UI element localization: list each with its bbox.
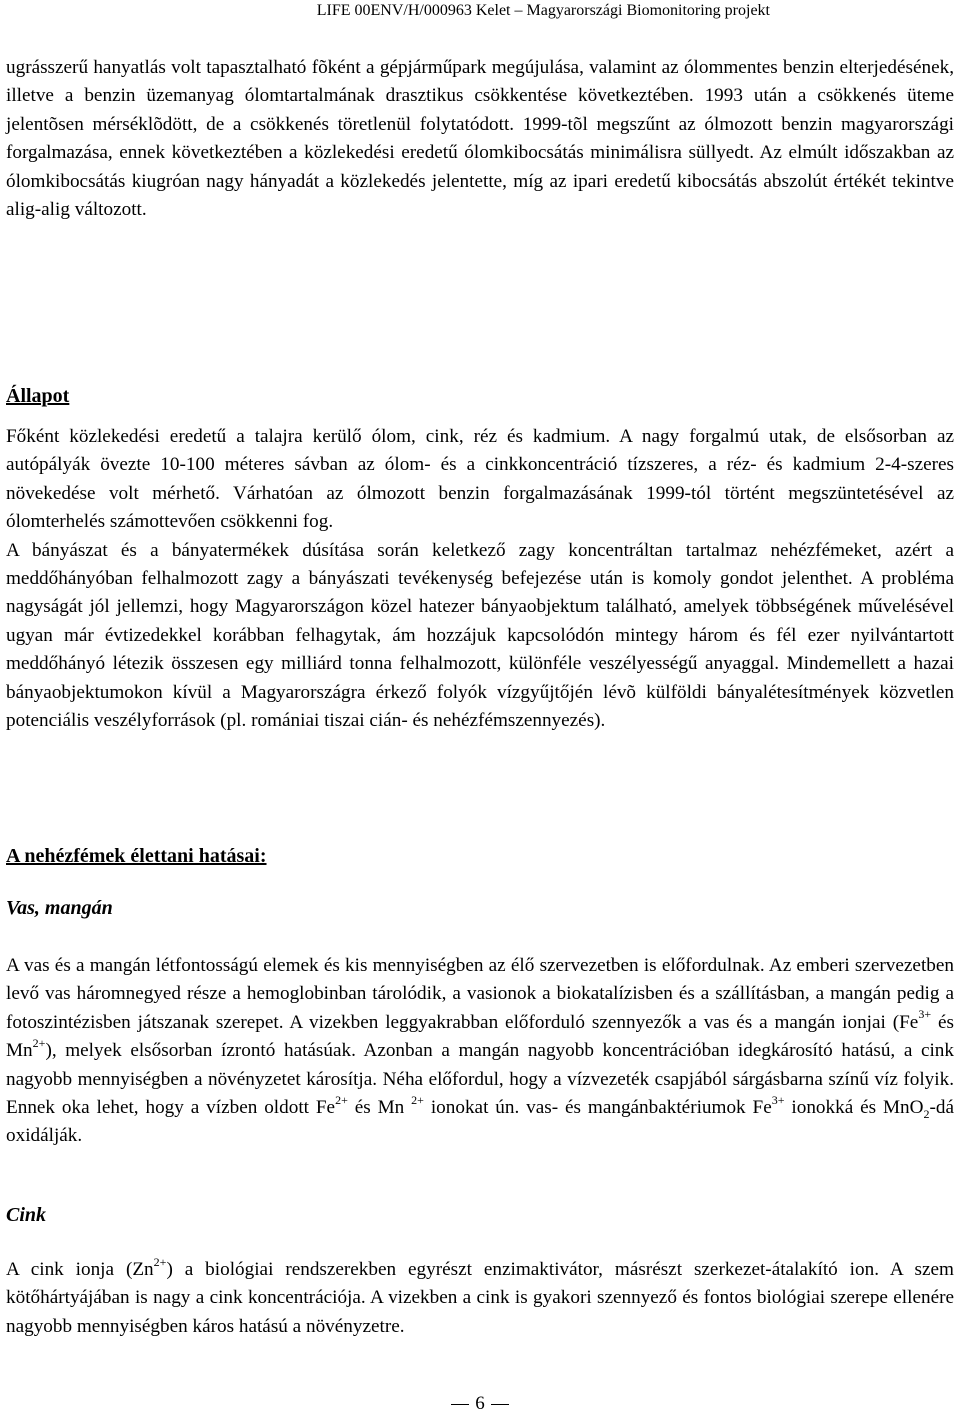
footer-dash-left bbox=[451, 1404, 469, 1405]
vas-sup-3: 2+ bbox=[335, 1092, 348, 1107]
cink-heading: Cink bbox=[6, 1204, 47, 1226]
vas-text-d: és Mn bbox=[347, 1097, 412, 1119]
page-footer bbox=[0, 1394, 960, 1414]
page-header bbox=[0, 0, 960, 22]
vas-heading: Vas, mangán bbox=[6, 897, 113, 919]
vas-text-b: és Mn bbox=[6, 1011, 954, 1062]
header-title: LIFE 00ENV/H/000963 Kelet – Magyarországi Biomonitoring projekt bbox=[316, 2, 770, 19]
vas-section bbox=[6, 952, 954, 1151]
cink-text-b: ) a biológiai rendszerekben egyrészt enzimaktivátor, másrészt szerkezet-átalakító ion. A szem kötőhártyájában is nagy a cink koncentrációja. A vizekben a cink is gyakori szennyező és fontos biológiai szerepe ellenére nagyobb mennyiségben káros hatású a növényzetre. bbox=[6, 1259, 954, 1337]
vas-text-c: ), melyek elsősorban ízrontó hatásúak. Azonban a mangán nagyobb koncentrációban idegkárosító hatású, a cink nagyobb mennyiségben a növényzetet károsítja. Néha előfordul, hogy a vízvezeték csapjából sárgásbarna színű víz folyik. Ennek oka lehet, hogy a vízben oldott Fe bbox=[6, 1040, 954, 1119]
vas-sup-5: 3+ bbox=[771, 1092, 785, 1107]
vas-text-e: ionokat ún. vas- és mangánbaktériumok Fe bbox=[423, 1097, 772, 1119]
allapot-section bbox=[6, 423, 954, 735]
cink-section bbox=[6, 1256, 954, 1341]
nehezfemek-heading: A nehézfémek élettani hatásai: bbox=[6, 845, 267, 867]
cink-paragraph bbox=[6, 1256, 954, 1341]
intro-section bbox=[6, 54, 954, 224]
cink-sup-1: 2+ bbox=[153, 1254, 167, 1269]
vas-sub-1: 2 bbox=[923, 1106, 930, 1121]
allapot-paragraph-1: Főként közlekedési eredetű a talajra kerülő ólom, cink, réz és kadmium. A nagy forgalmú utak, de elsősorban az autópályák övezte 10-100 méteres sávban az ólom- és a cinkkoncentráció tízszeres, a réz- és kadmium 2-4-szeres növekedése volt mérhető. Várhatóan az ólmozott benzin forgalmazásának 1999-tól történt megszüntetésével az ólomterhelés számottevően csökkenni fog. bbox=[6, 426, 954, 533]
vas-text-a: A vas és a mangán létfontosságú elemek és kis mennyiségben az élő szervezetben is előfordulnak. Az emberi szervezetben levő vas háromnegyed része a hemoglobinban tárolódik, a vasionok a biokatalízisben és a szállításban, a mangán pedig a fotoszintézisben játszanak szerepet. A vizekben leggyakrabban előforduló szennyezők a vas és a mangán ionjai (Fe bbox=[6, 955, 954, 1033]
footer-dash-right bbox=[491, 1404, 509, 1405]
cink-text-a: A cink ionja (Zn bbox=[6, 1259, 154, 1280]
allapot-paragraph-2: A bányászat és a bányatermékek dúsítása során keletkező zagy koncentráltan tartalmaz nehézfémeket, azért a meddőhányóban felhalmozott zagy a bányászati tevékenység befejezése után is komoly gondot jelenthet. A probléma nagyságát jól jellemzi, hogy Magyarországon közel hatezer bányaobjektum található, amelyek többségének művelésével ugyan már évtizedekkel korábban felhagytak, ám hozzájuk kapcsolódón mintegy három és fél ezer nyilvántartott meddőhányó létezik összesen egy milliárd tonna felhalmozott, különféle veszélyességű anyaggal. Mindemellett a hazai bányaobjektumokon kívül a Magyarországra érkező folyók vízgyűjtőjén lévõ külföldi bányalétesítmények közvetlen potenciális veszélyforrások (pl. romániai tiszai cián- és nehézfémszennyezés). bbox=[6, 539, 954, 732]
vas-sup-4: 2+ bbox=[411, 1092, 424, 1107]
vas-paragraph bbox=[6, 952, 954, 1151]
vas-text-g: -dá oxidálják. bbox=[6, 1097, 954, 1147]
vas-sup-1: 3+ bbox=[918, 1007, 932, 1022]
page-number: 6 bbox=[475, 1393, 485, 1414]
vas-sup-2: 2+ bbox=[32, 1035, 46, 1050]
allapot-heading: Állapot bbox=[6, 385, 70, 407]
intro-paragraph: ugrásszerű hanyatlás volt tapasztalható fõként a gépjárműpark megújulása, valamint az ólommentes benzin elterjedésének, illetve a benzin üzemanyag ólomtartalmának drasztikus csökkentése következtében. 1993 után a csökkenés üteme jelentõsen mérséklõdött, de a csökkenés töretlenül folytatódott. 1999-tõl megszűnt az ólmozott benzin magyarországi forgalmazása, ennek következtében a közlekedési eredetű ólomkibocsátás minimálisra süllyedt. Az elmúlt időszakban az ólomkibocsátás kiugróan nagy hányadát a közlekedés jelentette, míg az ipari eredetű kibocsátás abszolút értékét tekintve alig-alig változott. bbox=[6, 57, 954, 221]
vas-text-f: ionokká és MnO bbox=[784, 1097, 924, 1119]
